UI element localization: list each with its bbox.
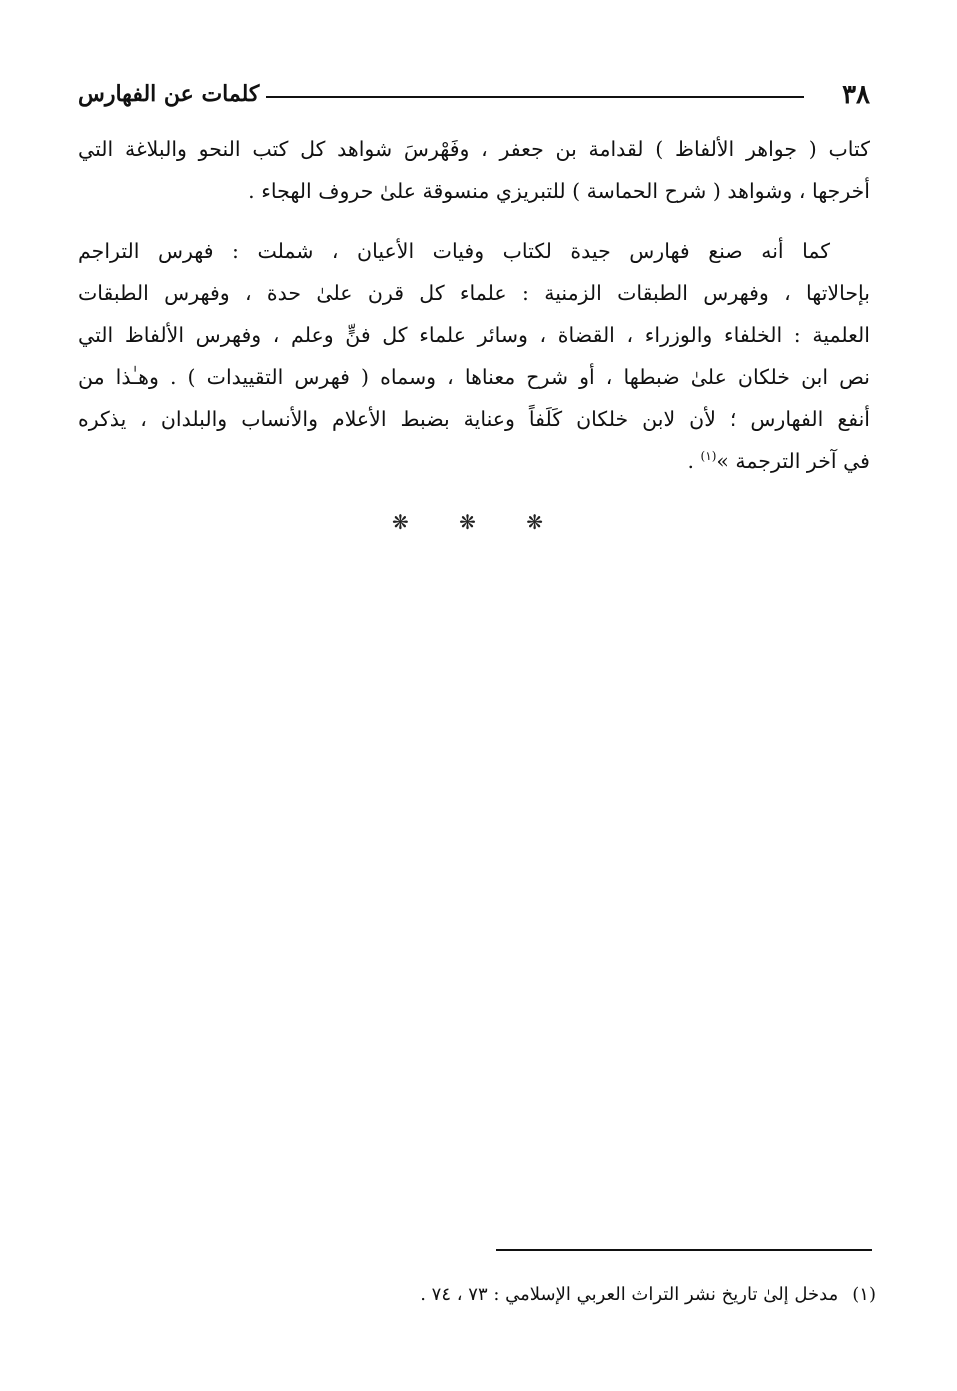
footnote-marker: (١) [852,1284,876,1305]
paragraph-2-line-4: نص ابن خلكان علىٰ ضبطها ، أو شرح معناها ، وسماه ( فهرس التقييدات ) . وهـٰذا من [78,365,870,389]
paragraph-2-line-2: بإحالاتها ، وفهرس الطبقات الزمنية : علماء كل قرن علىٰ حدة ، وفهرس الطبقات [78,281,870,305]
footnote-rule [496,1249,872,1251]
running-title: كلمات عن الفهارس [78,81,260,107]
page-number: ٣٨ [842,80,870,110]
body-text [78,128,870,482]
paragraph-gap [78,212,870,230]
page-header [78,74,870,118]
paragraph-2-line-6-text: في آخر الترجمة » [716,449,870,473]
header-rule [266,96,804,98]
paragraph-2-line-3: العلمية : الخلفاء والوزراء ، القضاة ، وسائر علماء كل فنٍّ وعلم ، وفهرس الألفاظ التي [78,323,870,347]
footnote-text: مدخل إلىٰ تاريخ نشر التراث العربي الإسلامي : ٧٣ ، ٧٤ . [420,1284,839,1305]
paragraph-2-line-1: كما أنه صنع فهارس جيدة لكتاب وفيات الأعيان ، شملت : فهرس التراجم [78,239,830,263]
footnote [330,1280,876,1310]
paragraph-1-line-2: أخرجها ، وشواهد ( شرح الحماسة ) للتبريزي منسوقة علىٰ حروف الهجاء . [248,179,870,203]
footnote-reference[interactable]: (١) [700,449,717,464]
paragraph-2-line-5: أنفع الفهارس ؛ لأن لابن خلكان كَلَفاً وعناية بضبط الأعلام والأنساب والبلدان ، يذكره [78,407,870,431]
section-separator: ❋ ❋ ❋ [392,510,565,534]
paragraph-2-line-6 [78,440,870,482]
final-period: . [687,449,701,473]
paragraph-1-line-1: كتاب ( جواهر الألفاظ ) لقدامة بن جعفر ، وفَهْرسَ شواهد كل كتب النحو والبلاغة التي [78,137,870,161]
